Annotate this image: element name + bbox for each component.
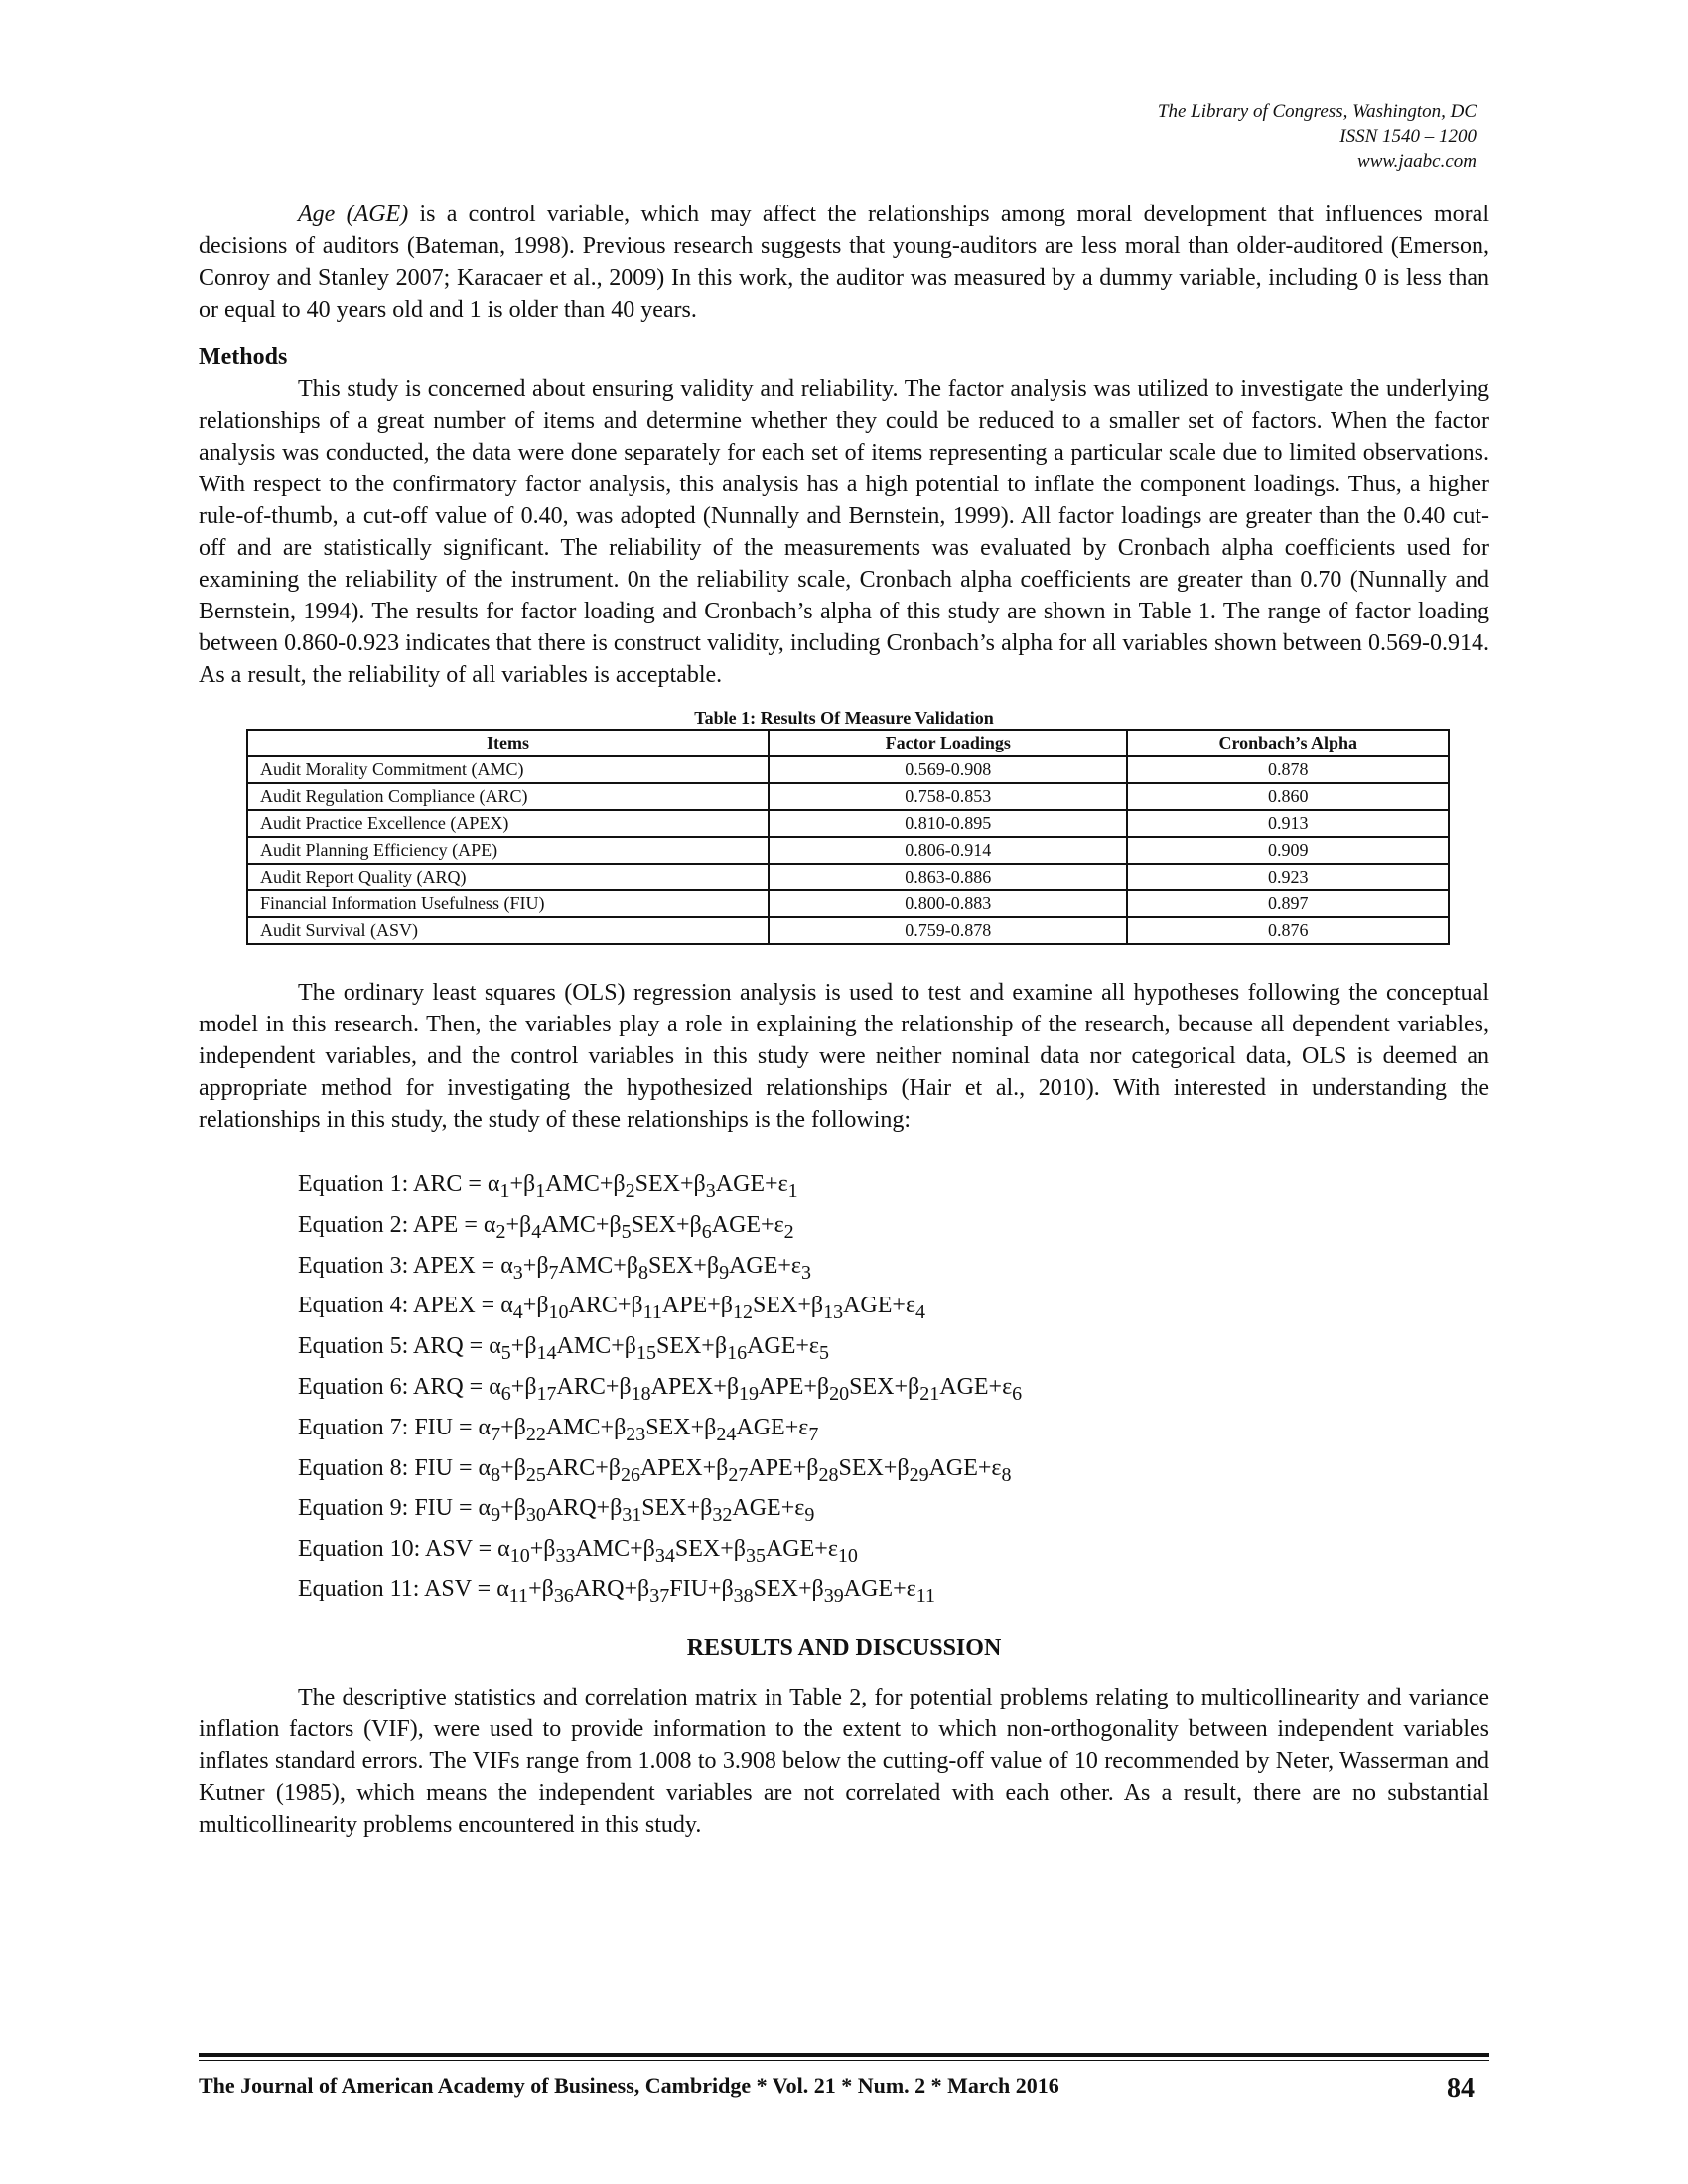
equation-text: SEX+β [752,1293,824,1319]
equation-text: Equation 4: APEX = α [298,1293,513,1319]
equation-subscript: 36 [553,1584,574,1607]
equation-text: AGE+ε [928,1454,1002,1481]
table-cell-factor-loading: 0.806-0.914 [769,837,1127,864]
equation-line [298,1167,1489,1208]
equation-text: SEX+β [631,1211,702,1238]
equation-text: AGE+ε [736,1414,809,1440]
equation-text: Equation 5: ARQ = α [298,1333,501,1360]
equation-text: ARQ+β [573,1575,650,1602]
table-header-factor-loadings: Factor Loadings [769,730,1127,756]
equation-subscript: 1 [787,1179,798,1202]
equation-text: AMC+β [545,1414,627,1440]
equation-text: AGE+ε [729,1252,801,1279]
equation-text: APE+β [661,1293,733,1319]
equation-line [298,1208,1489,1249]
table-cell-item: Audit Report Quality (ARQ) [247,864,769,890]
equation-text: ARC+β [545,1454,621,1481]
equation-subscript: 18 [631,1382,651,1405]
equation-text: AGE+ε [939,1373,1013,1400]
table-cell-cronbach-alpha: 0.878 [1127,756,1449,783]
table-cell-cronbach-alpha: 0.876 [1127,917,1449,944]
table1-caption: Table 1: Results Of Measure Validation [694,708,994,728]
equation-text: +β [529,1536,556,1563]
equation-text: ARC+β [568,1293,643,1319]
equation-subscript: 4 [915,1301,926,1324]
equation-text: SEX+β [674,1536,746,1563]
equation-text: Equation 2: APE = α [298,1211,496,1238]
equation-text: SEX+β [849,1373,920,1400]
equation-subscript: 11 [508,1584,529,1607]
table-cell-cronbach-alpha: 0.860 [1127,783,1449,810]
equation-subscript: 21 [919,1382,940,1405]
equation-subscript: 2 [495,1220,506,1243]
equation-subscript: 38 [733,1584,754,1607]
equation-text: +β [500,1414,526,1440]
table-cell-factor-loading: 0.758-0.853 [769,783,1127,810]
equation-text: SEX+β [647,1252,720,1279]
equation-text: SEX+β [753,1575,824,1602]
equation-subscript: 26 [620,1463,640,1486]
ols-paragraph: The ordinary least squares (OLS) regression analysis is used to test and examine all hypotheses following the conceptual model in this research. Then, the variables play a role in explaining the relationship of the research, because all dependent variables, independent variables, and the control variables in this study were neither nominal data nor categorical data, OLS is deemed an appropriate method for investigating the hypothesized relationships (Hair et al., 2010). With interested in understanding the relationships in this study, the study of these relationships is the following: [199,980,1489,1133]
table-cell-item: Audit Practice Excellence (APEX) [247,810,769,837]
equation-text: APE+β [748,1454,819,1481]
equation-text: +β [522,1252,549,1279]
equation-text: SEX+β [645,1414,717,1440]
equation-line [298,1572,1489,1613]
equation-text: SEX+β [641,1495,713,1522]
header-library: The Library of Congress, Washington, DC [1157,101,1477,122]
equation-subscript: 20 [829,1382,850,1405]
equation-subscript: 1 [535,1179,546,1202]
equation-subscript: 5 [621,1220,632,1243]
equation-text: +β [510,1333,537,1360]
equation-text: +β [509,1171,536,1197]
equation-subscript: 28 [818,1463,839,1486]
equation-text: AGE+ε [843,1575,916,1602]
table-cell-factor-loading: 0.863-0.886 [769,864,1127,890]
page-number: 84 [1447,2073,1475,2104]
equation-text: SEX+β [634,1171,706,1197]
age-paragraph [199,199,1489,326]
table-header-items: Items [247,730,769,756]
methods-heading: Methods [199,344,288,370]
equation-subscript: 2 [625,1179,635,1202]
equation-line [298,1491,1489,1532]
equation-text: Equation 10: ASV = α [298,1536,510,1563]
equation-text: AMC+β [575,1536,655,1563]
equation-text: +β [510,1373,537,1400]
equation-subscript: 37 [649,1584,670,1607]
equation-subscript: 19 [739,1382,760,1405]
table-header-cronbach-alpha: Cronbach’s Alpha [1127,730,1449,756]
equation-text: APE+β [759,1373,830,1400]
equation-text: +β [505,1211,532,1238]
equation-subscript: 10 [548,1301,569,1324]
equation-text: SEX+β [655,1333,728,1360]
equation-line [298,1451,1489,1492]
equation-text: Equation 8: FIU = α [298,1454,492,1481]
equation-text: +β [522,1293,549,1319]
equation-text: AMC+β [556,1333,636,1360]
equation-text: AGE+ε [765,1536,838,1563]
equation-subscript: 9 [804,1504,815,1527]
equation-text: Equation 9: FIU = α [298,1495,492,1522]
equation-subscript: 5 [500,1341,511,1364]
table-cell-cronbach-alpha: 0.923 [1127,864,1449,890]
equation-subscript: 4 [512,1301,523,1324]
equation-subscript: 25 [525,1463,546,1486]
equation-text: AMC+β [545,1171,626,1197]
equation-text: ARC+β [556,1373,632,1400]
equation-line [298,1249,1489,1290]
equation-subscript: 11 [915,1584,935,1607]
equation-subscript: 35 [745,1544,766,1567]
equation-text: AGE+ε [843,1293,916,1319]
running-header [1158,99,1477,174]
footer-rule-thin [199,2060,1489,2061]
equation-text: Equation 1: ARC = α [298,1171,500,1197]
equation-text: Equation 11: ASV = α [298,1575,509,1602]
equation-subscript: 14 [536,1341,557,1364]
equation-subscript: 24 [716,1423,737,1445]
equation-subscript: 6 [701,1220,712,1243]
equation-text: SEX+β [838,1454,910,1481]
equation-subscript: 3 [801,1261,811,1284]
equation-text: Equation 3: APEX = α [298,1252,513,1279]
table-header-row [247,730,1449,756]
age-term: Age (AGE) [298,202,409,227]
equation-subscript: 12 [732,1301,753,1324]
equation-subscript: 29 [909,1463,929,1486]
page-footer [199,2073,1475,2105]
equation-subscript: 7 [808,1423,819,1445]
equation-subscript: 27 [728,1463,749,1486]
equation-text: ARQ+β [545,1495,623,1522]
table-cell-factor-loading: 0.759-0.878 [769,917,1127,944]
equation-line [298,1329,1489,1370]
equation-text: AGE+ε [711,1211,784,1238]
equation-line [298,1532,1489,1572]
equation-subscript: 5 [819,1341,829,1364]
methods-paragraph: This study is concerned about ensuring validity and reliability. The factor analysis was utilized to investigate the underlying relationships of a great number of items and determine whether they could be reduced to a smaller set of factors. When the factor analysis was conducted, the data were done separately for each set of items representing a particular scale due to limited observations. With respect to the confirmatory factor analysis, this analysis has a high potential to inflate the component loadings. Thus, a higher rule-of-thumb, a cut-off value of 0.40, was adopted (Nunnally and Bernstein, 1999). All factor loadings are greater than the 0.40 cut-off and are statistically significant. The reliability of the measurements was evaluated by Cronbach alpha coefficients used for examining the reliability of the instrument. 0n the reliability scale, Cronbach alpha coefficients are greater than 0.70 (Nunnally and Bernstein, 1994). The results for factor loading and Cronbach’s alpha of this study are shown in Table 1. The range of factor loading between 0.860-0.923 indicates that there is construct validity, including Cronbach’s alpha for all variables shown between 0.569-0.914. As a result, the reliability of all variables is acceptable. [199,376,1489,688]
table-row [247,917,1449,944]
equation-subscript: 8 [637,1261,648,1284]
equation-text: AMC+β [541,1211,622,1238]
table-cell-cronbach-alpha: 0.909 [1127,837,1449,864]
results-heading: RESULTS AND DISCUSSION [686,1634,1002,1661]
equation-subscript: 16 [727,1341,748,1364]
equation-subscript: 17 [536,1382,557,1405]
equation-subscript: 8 [1001,1463,1012,1486]
equation-subscript: 22 [525,1423,546,1445]
table-cell-factor-loading: 0.569-0.908 [769,756,1127,783]
equation-subscript: 3 [512,1261,523,1284]
table-row [247,837,1449,864]
table-cell-item: Financial Information Usefulness (FIU) [247,890,769,917]
equation-subscript: 7 [491,1423,501,1445]
equation-line [298,1411,1489,1451]
equation-subscript: 10 [837,1544,858,1567]
equation-subscript: 1 [499,1179,510,1202]
table-row [247,756,1449,783]
equation-subscript: 10 [509,1544,530,1567]
table-cell-item: Audit Regulation Compliance (ARC) [247,783,769,810]
equation-subscript: 2 [783,1220,794,1243]
equation-subscript: 7 [548,1261,559,1284]
equation-subscript: 4 [531,1220,542,1243]
equation-subscript: 34 [654,1544,675,1567]
equation-subscript: 31 [622,1504,642,1527]
table-cell-item: Audit Survival (ASV) [247,917,769,944]
equation-text: AGE+ε [715,1171,788,1197]
measure-validation-table [246,729,1450,945]
header-website: www.jaabc.com [1357,151,1477,172]
equation-subscript: 11 [642,1301,662,1324]
footer-rule [199,2053,1489,2057]
table-cell-factor-loading: 0.810-0.895 [769,810,1127,837]
equation-text: FIU+β [669,1575,734,1602]
table-cell-factor-loading: 0.800-0.883 [769,890,1127,917]
equation-text: +β [500,1495,526,1522]
table-cell-cronbach-alpha: 0.897 [1127,890,1449,917]
table-row [247,890,1449,917]
equation-text: Equation 6: ARQ = α [298,1373,501,1400]
table-cell-item: Audit Planning Efficiency (APE) [247,837,769,864]
equation-subscript: 13 [823,1301,844,1324]
equation-text: +β [500,1454,526,1481]
table-row [247,783,1449,810]
equation-text: AGE+ε [747,1333,819,1360]
equation-subscript: 33 [555,1544,576,1567]
equation-text: +β [528,1575,554,1602]
equation-subscript: 9 [719,1261,730,1284]
equation-subscript: 8 [491,1463,501,1486]
equation-line [298,1370,1489,1411]
equation-line [298,1289,1489,1329]
page-body [199,199,1489,1841]
table-cell-item: Audit Morality Commitment (AMC) [247,756,769,783]
equation-list [298,1167,1489,1613]
equation-text: Equation 7: FIU = α [298,1414,492,1440]
equation-text: AMC+β [558,1252,638,1279]
table-row [247,810,1449,837]
footer-journal: The Journal of American Academy of Business, Cambridge * Vol. 21 * Num. 2 * March 2016 [199,2073,1059,2098]
table-row [247,864,1449,890]
equation-text: APEX+β [639,1454,729,1481]
header-issn: ISSN 1540 – 1200 [1339,126,1477,147]
equation-subscript: 3 [705,1179,716,1202]
equation-subscript: 32 [712,1504,733,1527]
age-text: is a control variable, which may affect the relationships among moral development that influences moral decisions of auditors (Bateman, 1998). Previous research suggests that young-auditors are less moral than older-auditored (Emerson, Conroy and Stanley 2007; Karacaer et al., 2009) In this work, the auditor was measured by a dummy variable, including 0 is less than or equal to 40 years old and 1 is older than 40 years. [199,202,1489,323]
equation-text: APEX+β [650,1373,740,1400]
equation-subscript: 6 [500,1382,511,1405]
equation-subscript: 9 [491,1504,501,1527]
equation-text: AGE+ε [732,1495,805,1522]
equation-subscript: 39 [823,1584,844,1607]
table-cell-cronbach-alpha: 0.913 [1127,810,1449,837]
equation-subscript: 6 [1012,1382,1023,1405]
equation-subscript: 23 [626,1423,646,1445]
equation-subscript: 30 [525,1504,546,1527]
equation-subscript: 15 [635,1341,656,1364]
results-paragraph: The descriptive statistics and correlation matrix in Table 2, for potential problems relating to multicollinearity and variance inflation factors (VIF), were used to provide information to the extent to which non-orthogonality between independent variables inflates standard errors. The VIFs range from 1.008 to 3.908 below the cutting-off value of 10 recommended by Neter, Wasserman and Kutner (1985), which means the independent variables are not correlated with each other. As a result, there are no substantial multicollinearity problems encountered in this study. [199,1684,1489,1838]
